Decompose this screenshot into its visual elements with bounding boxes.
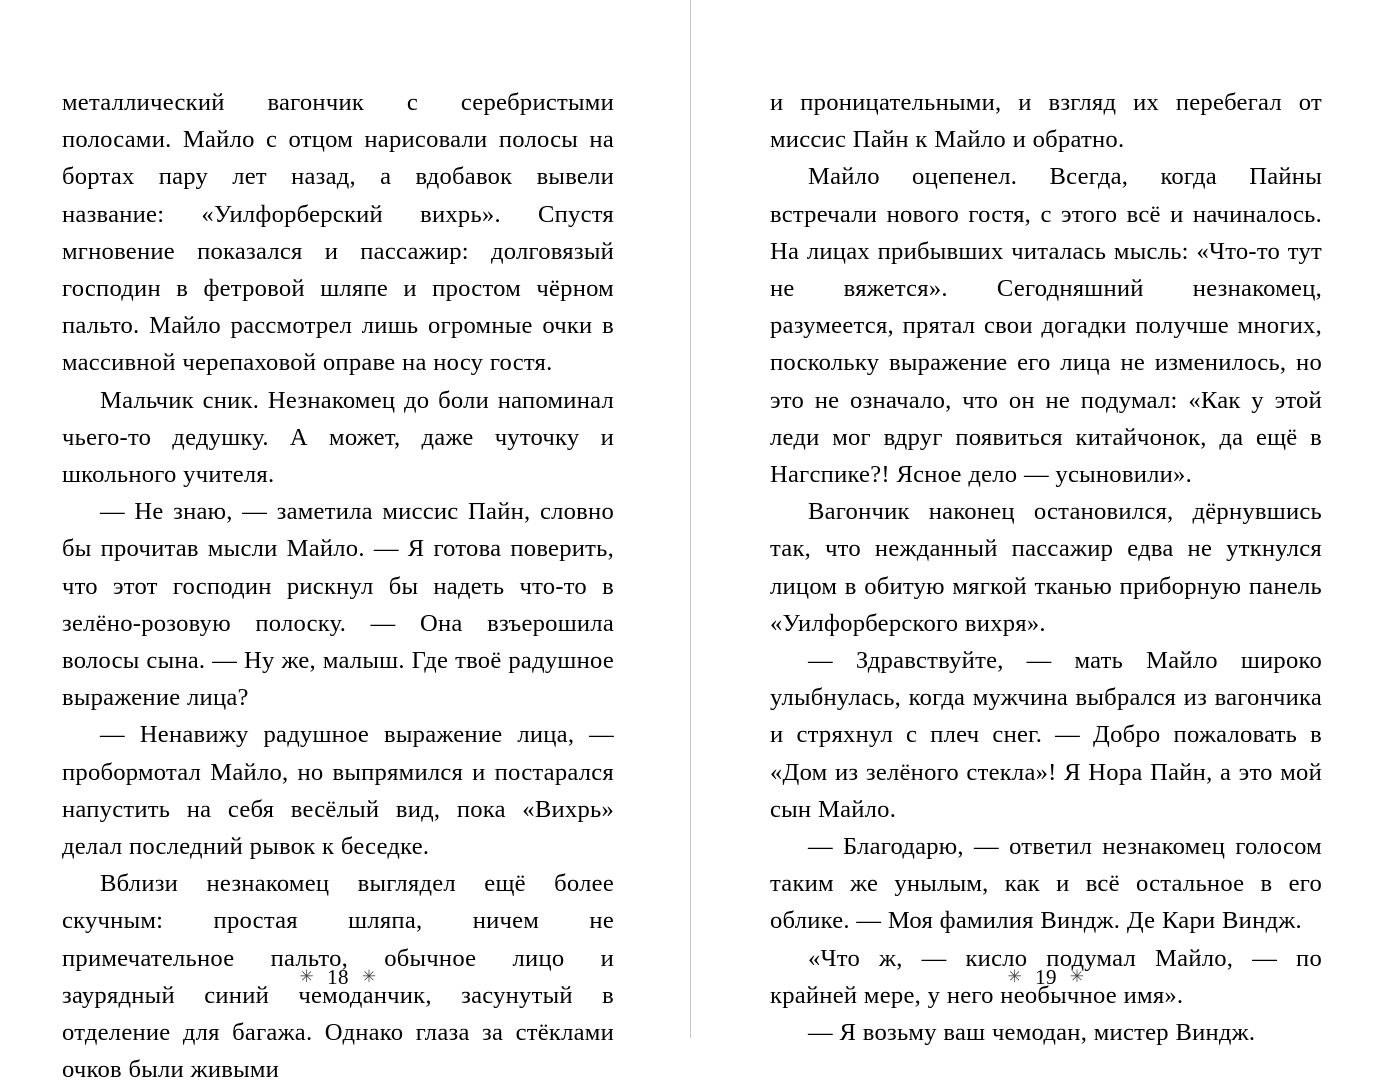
page-right <box>691 0 1379 1047</box>
asterisk-icon: ✳ <box>361 966 377 986</box>
asterisk-icon: ✳ <box>299 966 315 986</box>
page-left-text-column <box>62 84 614 1088</box>
page-number: 19 <box>1035 964 1057 989</box>
page-left <box>0 0 690 1084</box>
paragraph: «Что ж, — кисло подумал Майло, — по крайней мере, у него необычное имя». <box>770 944 1322 1009</box>
paragraph: металлический вагончик с серебристыми полосами. Майло с отцом нарисовали полосы на бортах пару лет назад, а вдобавок вывели название: «Уилфорберский вихрь». Спустя мгновение показался и пассажир: долговязый господин в фетровой шляпе и простом чёрном пальто. Майло рассмотрел лишь огромные очки в массивной черепаховой оправе на носу гостя. <box>62 89 614 377</box>
page-number: 18 <box>327 964 349 989</box>
paragraph: — Благодарю, — ответил незнакомец голосом таким же унылым, как и всё остальное в его облике. — Моя фамилия Виндж. Де Кари Виндж. <box>770 833 1322 935</box>
paragraph: Вагончик наконец остановился, дёрнувшись так, что нежданный пассажир едва не уткнулся лицом в обитую мягкой тканью приборную панель «Уилфорберского вихря». <box>770 498 1322 637</box>
asterisk-icon: ✳ <box>1069 966 1085 986</box>
paragraph: и проницательными, и взгляд их перебегал от миссис Пайн к Майло и обратно. <box>770 89 1322 154</box>
paragraph: Майло оцепенел. Всегда, когда Пайны встречали нового гостя, с этого всё и начиналось. На лицах прибывших читалась мысль: «Что-то тут не вяжется». Сегодняшний незнакомец, разумеется, прятал свои догадки получше многих, поскольку выражение его лица не изменилось, но это не означало, что он не подумал: «Как у этой леди мог вдруг появиться китайчонок, да ещё в Нагспике?! Ясное дело — усыновили». <box>770 163 1322 489</box>
page-footer-left <box>62 960 614 994</box>
paragraph: — Здравствуйте, — мать Майло широко улыбнулась, когда мужчина выбрался из вагончика и стряхнул с плеч снег. — Добро пожаловать в «Дом из зелёного стекла»! Я Нора Пайн, а это мой сын Майло. <box>770 647 1322 823</box>
paragraph: — Ненавижу радушное выражение лица, — пробормотал Майло, но выпрямился и постарался напустить на себя весёлый вид, пока «Вихрь» делал последний рывок к беседке. <box>62 721 614 861</box>
paragraph: Мальчик сник. Незнакомец до боли напоминал чьего-то дедушку. А может, даже чуточку и школьного учителя. <box>62 386 614 489</box>
asterisk-icon: ✳ <box>1007 966 1023 986</box>
page-right-text-column <box>770 84 1322 1051</box>
page-footer-right <box>770 960 1322 994</box>
paragraph: — Я возьму ваш чемодан, мистер Виндж. <box>808 1019 1256 1047</box>
paragraph: Вблизи незнакомец выглядел ещё более скучным: простая шляпа, ничем не примечательное пальто, обычное лицо и заурядный синий чемоданчик, засунутый в отделение для багажа. Однако глаза за стёклами очков были живыми <box>62 870 614 1084</box>
paragraph: — Не знаю, — заметила миссис Пайн, словно бы прочитав мысли Майло. — Я готова поверить, что этот господин рискнул бы надеть что-то в зелёно-розовую полоску. — Она взъерошила волосы сына. — Ну же, малыш. Где твоё радушное выражение лица? <box>62 498 614 712</box>
